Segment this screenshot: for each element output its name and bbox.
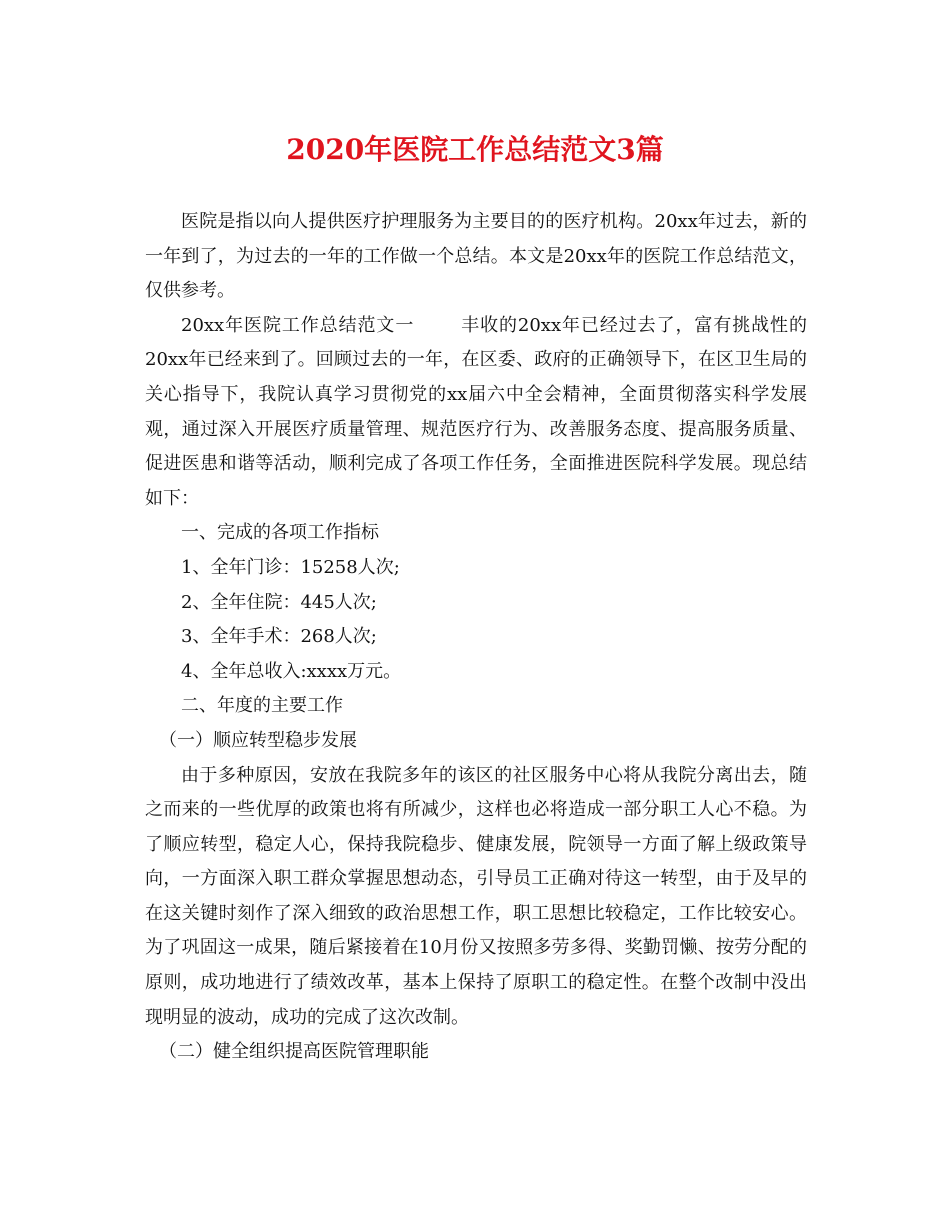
document-body bbox=[145, 205, 807, 1070]
subsection-heading-1: （一）顺应转型稳步发展 bbox=[159, 729, 357, 751]
list-item-inpatient: 2、全年住院：445人次; bbox=[181, 591, 377, 613]
list-item-income: 4、全年总收入:xxxx万元。 bbox=[181, 660, 402, 682]
list-item-surgery: 3、全年手术：268人次; bbox=[181, 626, 377, 648]
article-label: 20xx年医院工作总结范文一 bbox=[181, 314, 415, 336]
article-opening-text: 丰收的20xx年已经过去了，富有挑战性的20xx年已经来到了。回顾过去的一年，在区委、政府的正确领导下，在区卫生局的关心指导下，我院认真学习贯彻党的xx届六中全会精神，全面贯彻落实科学发展观，通过深入开展医疗质量管理、规范医疗行为、改善服务态度、提高服务质量、促进医患和谐等活动，顺利完成了各项工作任务，全面推进医院科学发展。现总结如下： bbox=[145, 314, 807, 509]
section-heading-1: 一、完成的各项工作指标 bbox=[181, 522, 379, 544]
article-opening-paragraph bbox=[145, 309, 807, 517]
list-item-outpatient: 1、全年门诊：15258人次; bbox=[181, 556, 400, 578]
section-heading-2: 二、年度的主要工作 bbox=[181, 695, 343, 717]
subsection-1-body: 由于多种原因，安放在我院多年的该区的社区服务中心将从我院分离出去，随之而来的一些优厚的政策也将有所减少，这样也必将造成一部分职工人心不稳。为了顺应转型，稳定人心，保持我院稳步、健康发展，院领导一方面了解上级政策导向，一方面深入职工群众掌握思想动态，引导员工正确对待这一转型，由于及早的在这关键时刻作了深入细致的政治思想工作，职工思想比较稳定，工作比较安心。为了巩固这一成果，随后紧接着在10月份又按照多劳多得、奖勤罚懒、按劳分配的原则，成功地进行了绩效改革，基本上保持了原职工的稳定性。在整个改制中没出现明显的波动，成功的完成了这次改制。 bbox=[145, 764, 807, 1028]
subsection-heading-2: （二）健全组织提高医院管理职能 bbox=[159, 1041, 429, 1063]
document-title: 2020年医院工作总结范文3篇 bbox=[286, 133, 664, 166]
intro-paragraph: 医院是指以向人提供医疗护理服务为主要目的的医疗机构。20xx年过去，新的一年到了，为过去的一年的工作做一个总结。本文是20xx年的医院工作总结范文，仅供参考。 bbox=[145, 211, 807, 302]
